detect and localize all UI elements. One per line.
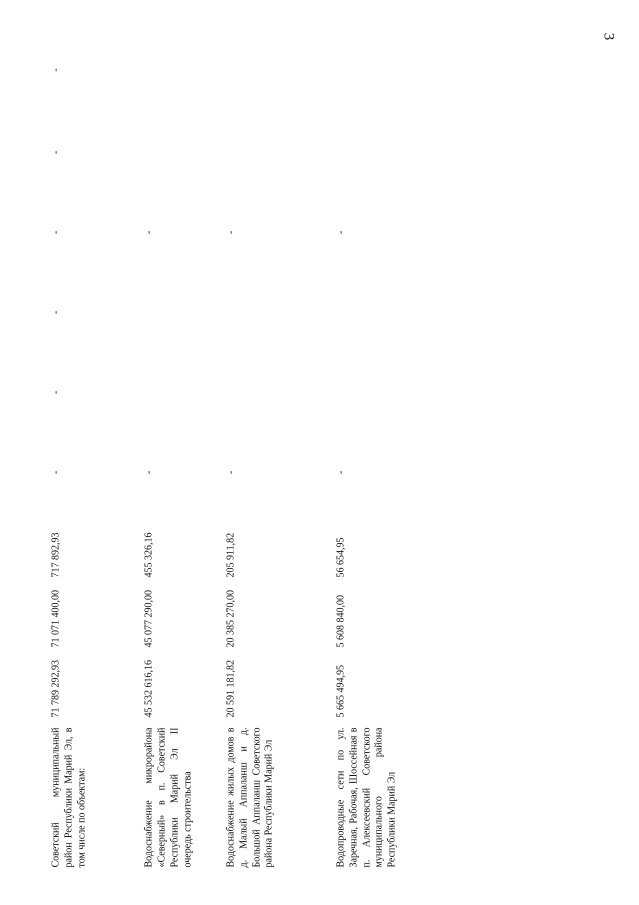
cell-col5 [0, 433, 48, 513]
cell-col4: 205 911,82 [225, 532, 237, 578]
cell-col9: - [50, 150, 62, 155]
table-row [0, 28, 48, 873]
row-name: Советский муниципальный район Республики Марий Эл, в том числе по объектам: [50, 727, 88, 868]
cell-col6 [222, 353, 332, 433]
cell-col9 [0, 113, 48, 193]
cell-total: 71 789 292,93 [50, 660, 62, 718]
data-table [0, 28, 512, 873]
rotated-table-wrapper [0, 28, 512, 873]
cell-total: 45 532 616,16 [143, 660, 155, 718]
cell-col6: - [50, 390, 62, 395]
cell-col8: - [225, 230, 237, 235]
cell-col8 [0, 193, 48, 273]
cell-col7 [141, 273, 223, 353]
cell-total [0, 653, 48, 723]
cell-col6 [0, 353, 48, 433]
table-row [332, 28, 511, 873]
cell-col3: 5 608 840,00 [335, 595, 347, 648]
cell-col4: 56 654,95 [335, 537, 347, 578]
cell-total: 5 665 494,95 [335, 665, 347, 718]
cell-col7 [222, 273, 332, 353]
cell-col4: 717 892,93 [50, 532, 62, 578]
row-name: Водоснабжение микрорайона «Северный» в п. Советский Республики Марий Эл II очередь строительства [143, 727, 194, 868]
cell-col8: - [50, 230, 62, 235]
cell-col8: - [143, 230, 155, 235]
table-row [222, 28, 332, 873]
cell-col7 [332, 273, 511, 353]
cell-col10 [0, 28, 48, 113]
cell-col10 [332, 28, 511, 113]
cell-col7 [0, 273, 48, 353]
cell-col8: - [335, 230, 347, 235]
cell-col3: 20 385 270,00 [225, 590, 237, 648]
cell-col6 [332, 353, 511, 433]
cell-col10 [222, 28, 332, 113]
cell-total: 20 591 181,82 [225, 660, 237, 718]
table-row [141, 28, 223, 873]
row-name: Водоснабжение жилых домов в д. Малый Аппаланш и д. Большой Аппаланш Советского района Республики Марий Эл [225, 727, 275, 868]
cell-col5: - [50, 470, 62, 475]
row-name [0, 723, 48, 873]
cell-col4: 455 326,16 [143, 532, 155, 578]
cell-col4 [0, 513, 48, 583]
cell-col3 [0, 583, 48, 653]
table-row [48, 28, 141, 873]
row-name: Водопроводные сети по ул. Заречная, Рабочая, Шоссейная в п. Алексеевский Советского муниципального района Республики Марий Эл [335, 727, 398, 868]
cell-col9 [222, 113, 332, 193]
cell-col5: - [225, 470, 237, 475]
cell-col6 [141, 353, 223, 433]
cell-col10: - [50, 68, 62, 72]
cell-col9 [332, 113, 511, 193]
cell-col9 [141, 113, 223, 193]
cell-col5: - [143, 470, 155, 475]
page-number: 3 [599, 32, 616, 41]
cell-col5: - [335, 470, 347, 475]
cell-col3: 45 077 290,00 [143, 590, 155, 648]
cell-col7: - [50, 310, 62, 315]
cell-col3: 71 071 400,00 [50, 590, 62, 648]
cell-col10 [141, 28, 223, 113]
